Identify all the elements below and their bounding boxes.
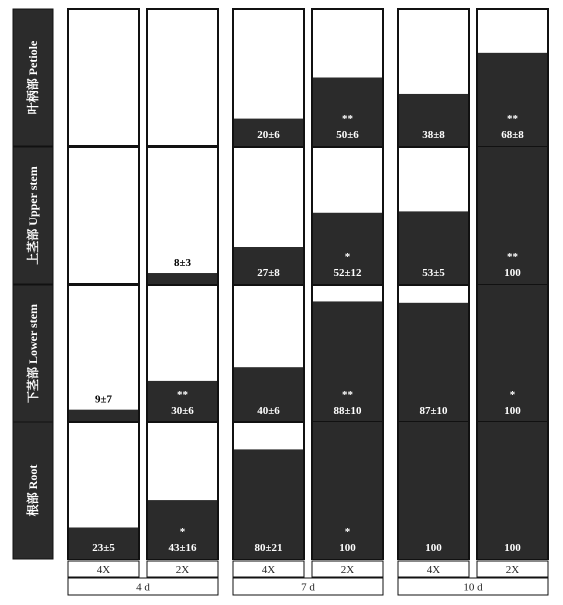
- cell-box: [68, 9, 139, 146]
- value-label: 100: [504, 267, 521, 279]
- cell-box: [68, 147, 139, 284]
- group-label: 10 d: [463, 581, 483, 594]
- column-label: 4X: [426, 564, 441, 576]
- bar-fill: [478, 422, 547, 559]
- value-label: 52±12: [333, 267, 362, 279]
- significance-mark: *: [344, 526, 351, 538]
- bar-fill: [399, 422, 468, 559]
- value-label: 100: [339, 542, 356, 554]
- group-label: 4 d: [136, 581, 150, 594]
- value-label: 43±16: [168, 542, 197, 554]
- value-label: 9±7: [94, 393, 113, 406]
- bar-fill: [69, 410, 138, 422]
- bar-fill: [478, 147, 547, 284]
- significance-mark: *: [509, 389, 516, 401]
- bar-fill: [313, 422, 382, 559]
- value-label: 50±6: [336, 129, 359, 141]
- value-label: 27±8: [257, 267, 280, 279]
- value-label: 53±5: [422, 267, 445, 279]
- value-label: 40±6: [257, 405, 280, 417]
- row-label-petiole: 叶柄部 Petiole: [26, 40, 40, 115]
- value-label: 88±10: [333, 405, 362, 417]
- significance-mark: **: [177, 389, 188, 401]
- value-label: 23±5: [92, 542, 115, 554]
- value-label: 100: [504, 542, 521, 554]
- column-label: 4X: [261, 564, 276, 576]
- cell-box: [147, 9, 218, 146]
- significance-mark: **: [507, 251, 518, 263]
- significance-mark: **: [342, 113, 353, 125]
- value-label: 68±8: [501, 129, 524, 141]
- value-label: 8±3: [173, 257, 192, 270]
- group-label: 7 d: [301, 581, 315, 594]
- row-label-upper: 上茎部 Upper stem: [26, 166, 40, 265]
- value-label: 80±21: [254, 542, 283, 554]
- column-label: 4X: [96, 564, 111, 576]
- column-label: 2X: [175, 564, 190, 576]
- significance-mark: **: [507, 113, 518, 125]
- bar-fill: [313, 301, 382, 422]
- row-label-lower: 下茎部 Lower stem: [26, 303, 40, 404]
- column-label: 2X: [340, 564, 355, 576]
- value-label: 100: [504, 405, 521, 417]
- row-label-root: 根部 Root: [26, 464, 40, 517]
- significance-mark: **: [342, 389, 353, 401]
- significance-mark: *: [344, 251, 351, 263]
- value-label: 38±8: [422, 129, 445, 141]
- column-label: 2X: [505, 564, 520, 576]
- value-label: 20±6: [257, 129, 280, 141]
- value-label: 100: [425, 542, 442, 554]
- value-label: 30±6: [171, 405, 194, 417]
- bar-fill: [478, 285, 547, 422]
- bar-fill: [148, 273, 217, 284]
- value-label: 87±10: [419, 405, 448, 417]
- significance-mark: *: [179, 526, 186, 538]
